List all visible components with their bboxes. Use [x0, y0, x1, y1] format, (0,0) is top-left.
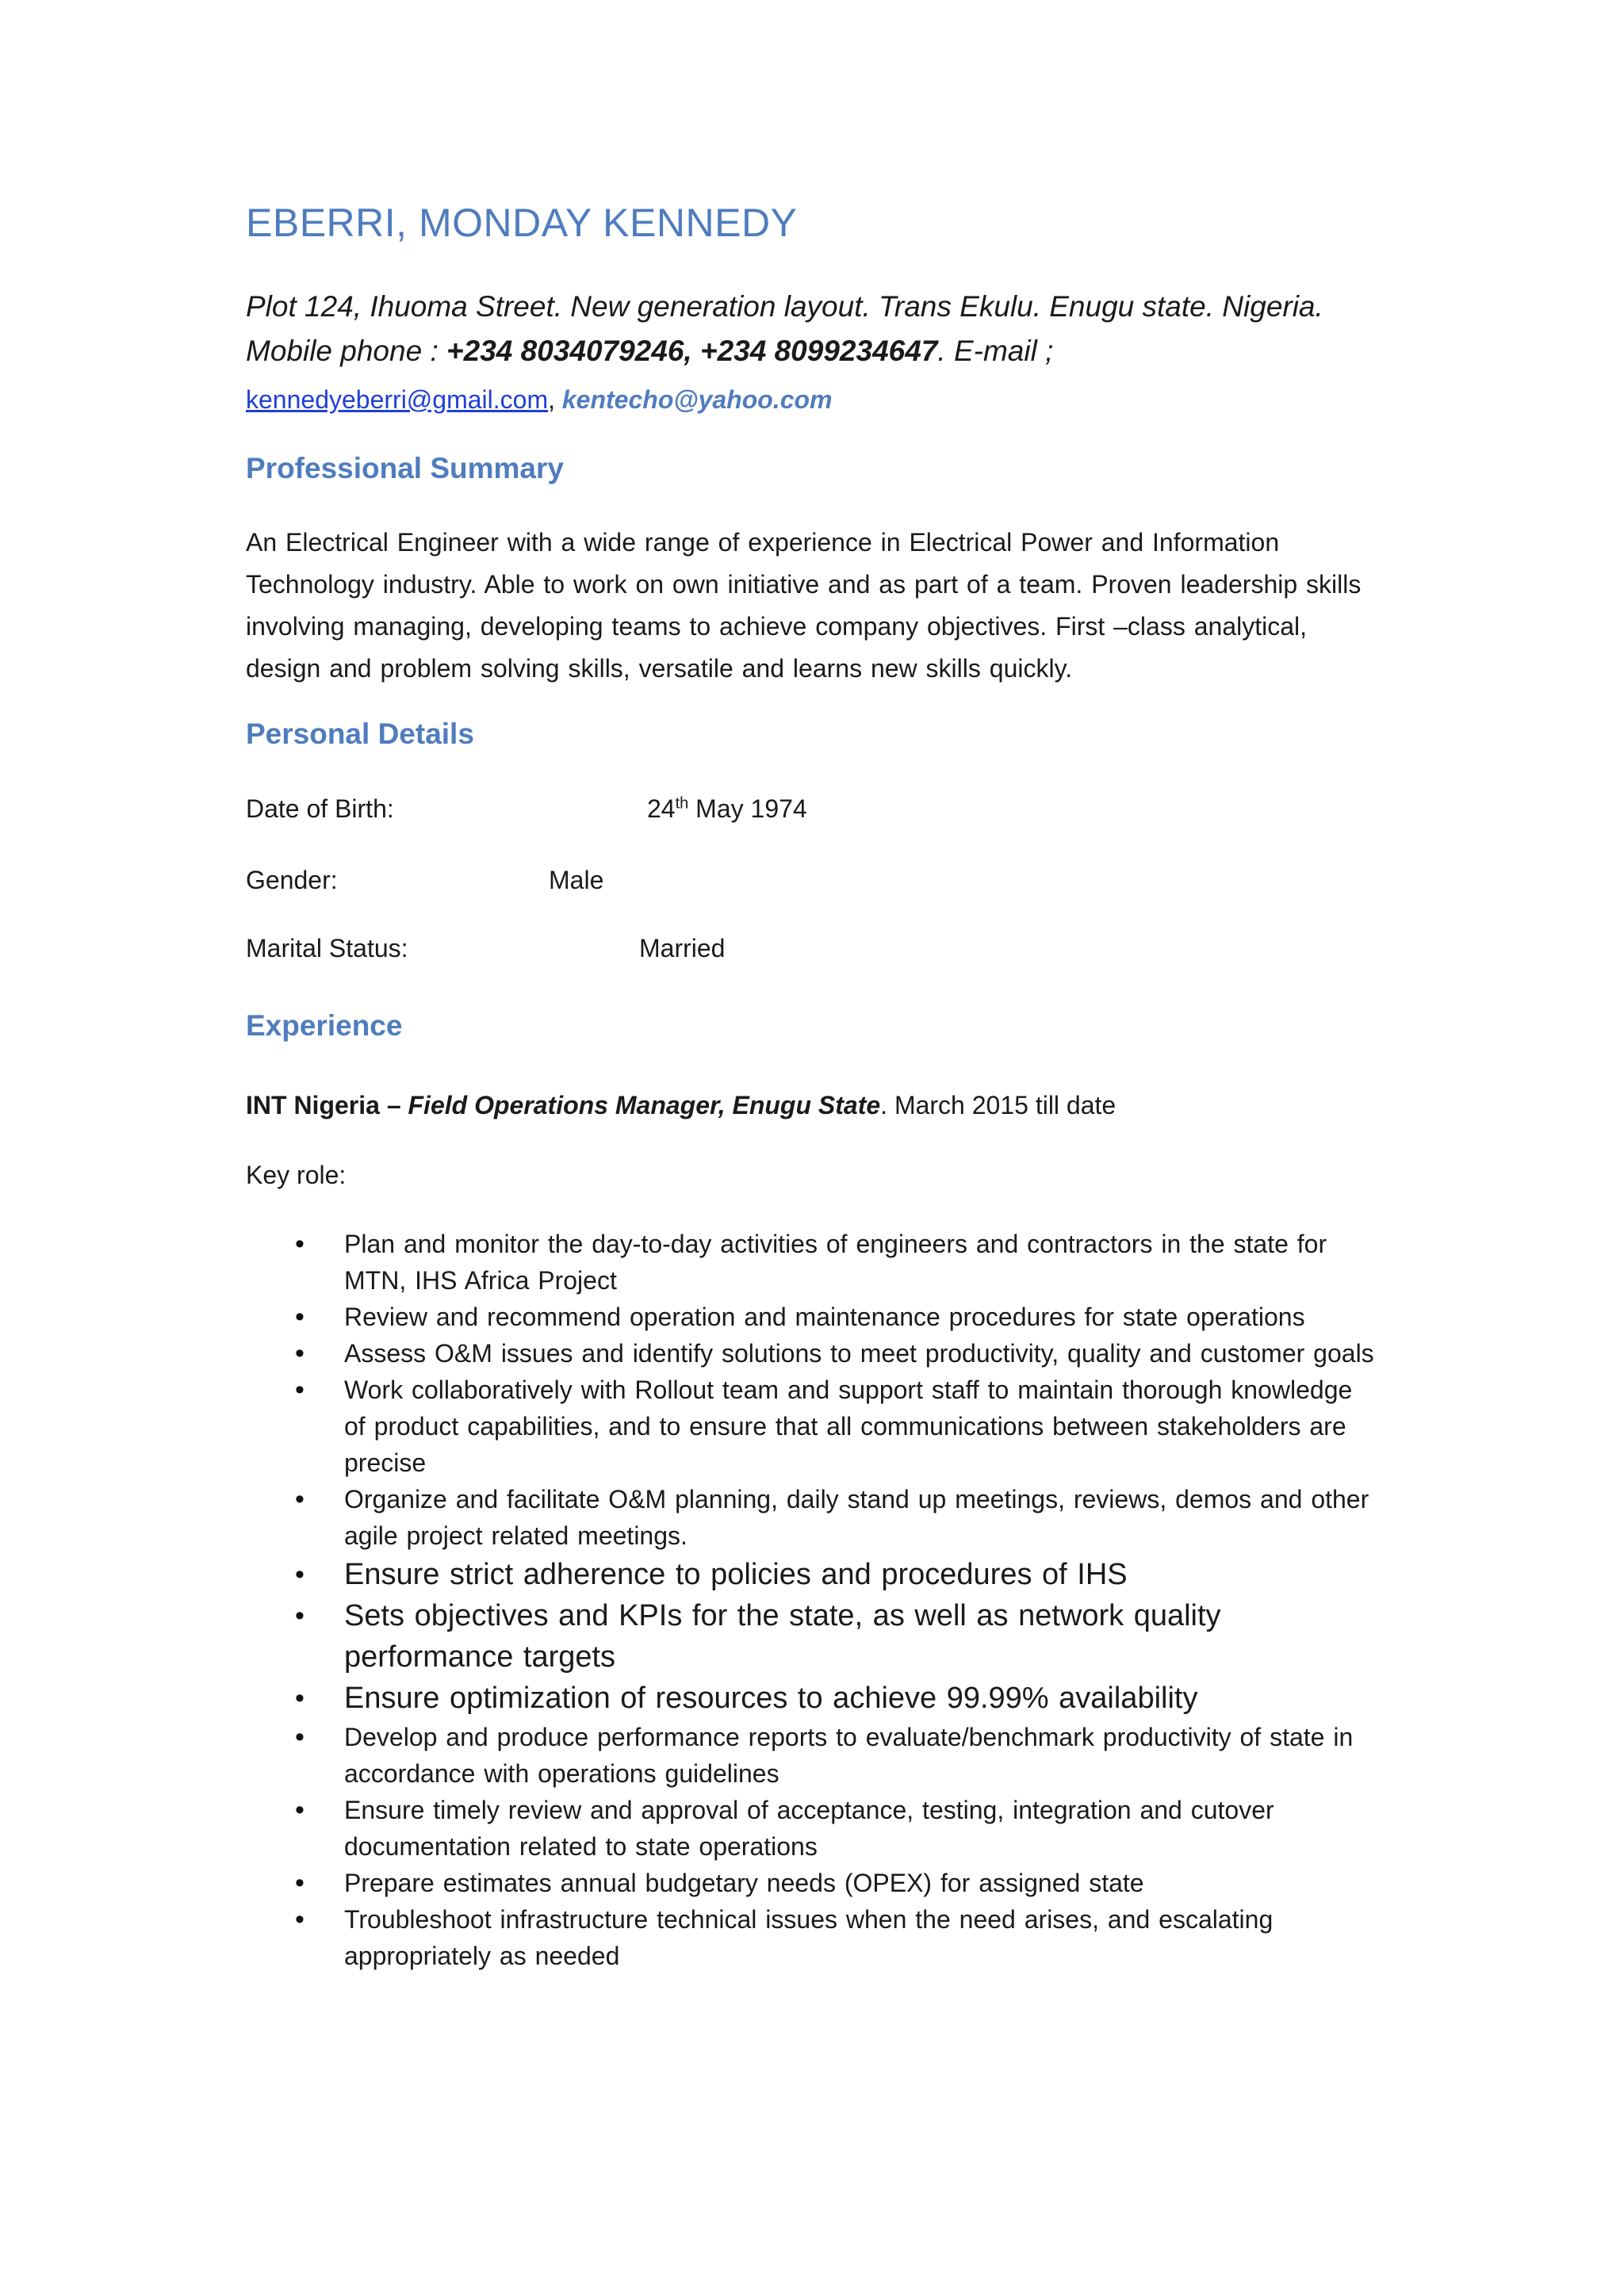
- bullet-icon: •: [295, 1601, 304, 1631]
- role-text: Troubleshoot infrastructure technical issues when the need arises, and escalating appropriately as needed: [344, 1905, 1274, 1970]
- phone-number-1: +234 8034079246: [446, 335, 684, 367]
- professional-summary-text: An Electrical Engineer with a wide range of experience in Electrical Power and Information Technology industry. Able to work on own initiative and as part of a team. Proven leadership skills involving managing, developing teams to achieve company objectives. First –class analytical, design and problem solving skills, versatile and learns new skills quickly.: [246, 528, 1362, 683]
- phone-label: Mobile phone :: [246, 335, 447, 367]
- role-text: Review and recommend operation and maintenance procedures for state operations: [344, 1303, 1305, 1331]
- list-item: [293, 1226, 1380, 1299]
- list-item: [293, 1299, 1380, 1335]
- gender-label: Gender:: [246, 866, 338, 894]
- role-text: Ensure optimization of resources to achieve 99.99% availability: [344, 1682, 1198, 1715]
- role-text: Plan and monitor the day-to-day activities of engineers and contractors in the state for MTN, IHS Africa Project: [344, 1230, 1327, 1295]
- email-link-gmail[interactable]: kennedyeberri@gmail.com: [246, 385, 549, 414]
- dob-value: [647, 794, 807, 824]
- email-label: . E-mail ;: [937, 335, 1054, 367]
- list-item: [293, 1865, 1380, 1901]
- job-position: Field Operations Manager, Enugu State: [408, 1091, 881, 1119]
- list-item: [293, 1335, 1380, 1372]
- phone-line: [246, 335, 1053, 368]
- marital-status-value: Married: [639, 934, 726, 962]
- dob-suffix: th: [675, 794, 689, 813]
- list-item: [293, 1792, 1380, 1865]
- role-text: Assess O&M issues and identify solutions to meet productivity, quality and customer goals: [344, 1339, 1374, 1368]
- address: Plot 124, Ihuoma Street. New generation layout. Trans Ekulu. Enugu state. Nigeria.: [246, 290, 1323, 323]
- bullet-icon: •: [295, 1868, 304, 1898]
- role-text: Ensure timely review and approval of acceptance, testing, integration and cutover documentation related to state operations: [344, 1796, 1274, 1861]
- dob-label: Date of Birth:: [246, 794, 394, 823]
- experience-heading: Experience: [246, 1009, 403, 1042]
- list-item: [293, 1678, 1380, 1719]
- bullet-icon: •: [295, 1722, 304, 1752]
- bullet-icon: •: [295, 1559, 304, 1590]
- bullet-icon: •: [295, 1683, 304, 1713]
- bullet-icon: •: [295, 1484, 304, 1514]
- job-period: . March 2015 till date: [880, 1091, 1116, 1119]
- key-role-label: Key role:: [246, 1161, 347, 1189]
- professional-summary-heading: Professional Summary: [246, 452, 564, 484]
- email-line: [246, 385, 832, 415]
- role-text: Sets objectives and KPIs for the state, as well as network quality performance targets: [344, 1599, 1221, 1674]
- bullet-icon: •: [295, 1375, 304, 1405]
- job-dash: –: [379, 1091, 408, 1119]
- role-text: Ensure strict adherence to policies and procedures of IHS: [344, 1558, 1128, 1591]
- bullet-icon: •: [295, 1795, 304, 1825]
- bullet-icon: •: [295, 1302, 304, 1332]
- email-yahoo: kentecho@yahoo.com: [561, 385, 833, 414]
- role-text: Organize and facilitate O&M planning, daily stand up meetings, reviews, demos and other agile project related meetings.: [344, 1485, 1369, 1550]
- list-item: [293, 1901, 1380, 1974]
- phone-separator: ,: [684, 335, 700, 367]
- role-text: Prepare estimates annual budgetary needs (OPEX) for assigned state: [344, 1869, 1144, 1897]
- job-title-line: [246, 1091, 1116, 1120]
- role-text: Develop and produce performance reports to evaluate/benchmark productivity of state in accordance with operations guidelines: [344, 1723, 1354, 1788]
- gender-value: Male: [549, 866, 604, 894]
- phone-number-2: +234 8099234647: [699, 335, 938, 367]
- key-role-list: [293, 1226, 1380, 1974]
- dob-month-year: May 1974: [688, 794, 807, 823]
- list-item: [293, 1719, 1380, 1792]
- list-item: [293, 1554, 1380, 1595]
- list-item: [293, 1595, 1380, 1678]
- list-item: [293, 1372, 1380, 1481]
- bullet-icon: •: [295, 1229, 304, 1259]
- email-separator: ,: [548, 385, 562, 414]
- bullet-icon: •: [295, 1338, 304, 1368]
- candidate-name: EBERRI, MONDAY KENNEDY: [246, 201, 798, 245]
- list-item: [293, 1481, 1380, 1554]
- dob-day: 24: [647, 794, 676, 823]
- role-text: Work collaboratively with Rollout team and support staff to maintain thorough knowledge of product capabilities, and to ensure that all communications between stakeholders are precise: [344, 1376, 1353, 1477]
- bullet-icon: •: [295, 1904, 304, 1934]
- personal-details-heading: Personal Details: [246, 718, 474, 750]
- company-name: INT Nigeria: [246, 1091, 380, 1119]
- marital-status-label: Marital Status:: [246, 934, 408, 962]
